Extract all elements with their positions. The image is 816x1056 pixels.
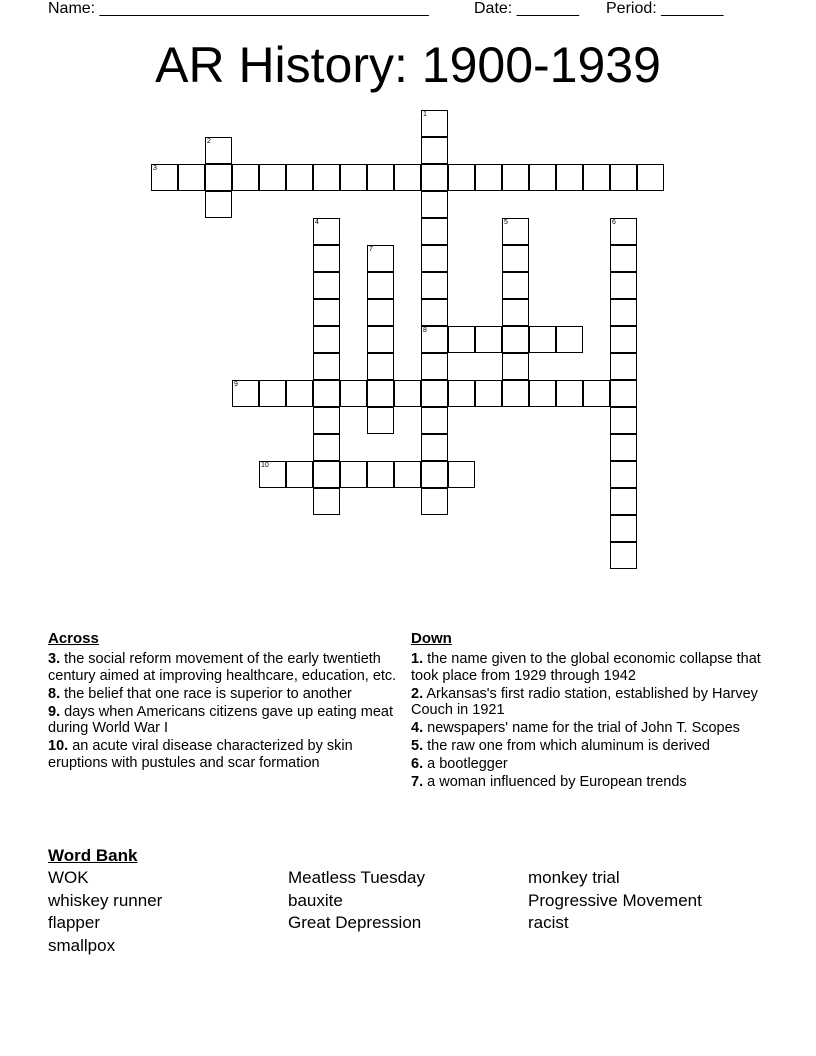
crossword-cell[interactable]	[502, 326, 529, 353]
name-field-label: Name: _____________________________________	[48, 0, 429, 17]
crossword-cell[interactable]	[448, 461, 475, 488]
crossword-cell[interactable]	[610, 326, 637, 353]
clue-number: 6.	[411, 756, 424, 772]
crossword-cell[interactable]	[286, 461, 313, 488]
clue-text: the belief that one race is superior to another	[64, 685, 352, 702]
across-clue	[48, 651, 398, 684]
across-clue	[48, 704, 398, 737]
crossword-cell[interactable]	[394, 164, 421, 191]
down-clues	[411, 651, 776, 792]
clue-text: the name given to the global economic collapse that took place from 1929 through 1942	[411, 651, 761, 684]
clue-number: 3.	[48, 651, 61, 667]
crossword-cell[interactable]	[367, 353, 394, 380]
period-field-label: Period: _______	[606, 0, 724, 17]
crossword-cell[interactable]	[610, 218, 637, 245]
crossword-cell[interactable]	[313, 272, 340, 299]
word-bank-item: racist	[528, 913, 569, 933]
across-clue	[48, 686, 398, 703]
crossword-cell[interactable]	[367, 164, 394, 191]
crossword-cell[interactable]	[610, 515, 637, 542]
word-bank-item: Progressive Movement	[528, 890, 702, 910]
date-field-label: Date: _______	[474, 0, 579, 17]
crossword-cell[interactable]	[448, 164, 475, 191]
cell-number: 10	[261, 462, 269, 469]
down-clue	[411, 774, 776, 791]
crossword-cell[interactable]	[421, 434, 448, 461]
crossword-cell[interactable]	[205, 137, 232, 164]
down-heading: Down	[411, 630, 452, 647]
crossword-cell[interactable]	[583, 164, 610, 191]
crossword-cell[interactable]	[610, 380, 637, 407]
clue-number: 9.	[48, 703, 61, 720]
crossword-cell[interactable]	[610, 299, 637, 326]
crossword-cell[interactable]	[529, 164, 556, 191]
crossword-cell[interactable]	[151, 164, 178, 191]
crossword-cell[interactable]	[610, 272, 637, 299]
clue-text: newspapers' name for the trial of John T. Scopes	[427, 720, 740, 736]
crossword-cell[interactable]	[448, 326, 475, 353]
crossword-cell[interactable]	[313, 434, 340, 461]
crossword-cell[interactable]	[502, 245, 529, 272]
cell-number: 3	[153, 165, 157, 172]
clue-number: 2.	[411, 685, 424, 702]
word-bank-item: WOK	[48, 868, 89, 887]
crossword-cell[interactable]	[421, 272, 448, 299]
clue-number: 4.	[411, 720, 424, 736]
crossword-cell[interactable]	[259, 164, 286, 191]
word-bank-item: monkey trial	[528, 868, 620, 887]
crossword-cell[interactable]	[610, 164, 637, 191]
crossword-cell[interactable]	[340, 461, 367, 488]
clue-text: an acute viral disease characterized by skin eruptions with pustules and scar formation	[48, 738, 353, 771]
crossword-cell[interactable]	[313, 461, 340, 488]
word-bank-item: smallpox	[48, 936, 116, 956]
word-bank-item: bauxite	[288, 890, 343, 910]
crossword-cell[interactable]	[421, 488, 448, 515]
crossword-cell[interactable]	[313, 164, 340, 191]
clue-text: a bootlegger	[427, 756, 508, 772]
down-clue	[411, 651, 776, 684]
crossword-cell[interactable]	[475, 380, 502, 407]
crossword-cell[interactable]	[556, 380, 583, 407]
crossword-cell[interactable]	[583, 380, 610, 407]
crossword-cell[interactable]	[286, 380, 313, 407]
crossword-cell[interactable]	[340, 380, 367, 407]
crossword-cell[interactable]	[205, 164, 232, 191]
crossword-cell[interactable]	[232, 380, 259, 407]
crossword-cell[interactable]	[286, 164, 313, 191]
crossword-cell[interactable]	[367, 245, 394, 272]
crossword-cell[interactable]	[394, 380, 421, 407]
crossword-cell[interactable]	[421, 218, 448, 245]
crossword-cell[interactable]	[610, 488, 637, 515]
crossword-cell[interactable]	[205, 191, 232, 218]
clue-number: 7.	[411, 774, 424, 790]
cell-number: 6	[612, 219, 616, 226]
crossword-cell[interactable]	[367, 407, 394, 434]
cell-number: 7	[369, 246, 373, 253]
crossword-cell[interactable]	[421, 380, 448, 407]
crossword-cell[interactable]	[502, 380, 529, 407]
clue-number: 8.	[48, 685, 61, 702]
crossword-cell[interactable]	[610, 245, 637, 272]
crossword-cell[interactable]	[421, 191, 448, 218]
crossword-cell[interactable]	[610, 542, 637, 569]
word-bank-item: whiskey runner	[48, 890, 163, 910]
crossword-cell[interactable]	[421, 299, 448, 326]
crossword-cell[interactable]	[313, 326, 340, 353]
crossword-cell[interactable]	[313, 407, 340, 434]
crossword-cell[interactable]	[529, 326, 556, 353]
crossword-cell[interactable]	[313, 218, 340, 245]
crossword-cell[interactable]	[259, 461, 286, 488]
clue-text: Arkansas's first radio station, established by Harvey Couch in 1921	[411, 685, 758, 718]
crossword-cell[interactable]	[232, 164, 259, 191]
down-clue	[411, 738, 776, 755]
crossword-cell[interactable]	[421, 326, 448, 353]
crossword-cell[interactable]	[178, 164, 205, 191]
cell-number: 9	[234, 381, 238, 388]
cell-number: 5	[504, 219, 508, 226]
crossword-cell[interactable]	[421, 407, 448, 434]
crossword-cell[interactable]	[313, 245, 340, 272]
crossword-cell[interactable]	[367, 461, 394, 488]
down-clue	[411, 686, 776, 719]
crossword-cell[interactable]	[502, 299, 529, 326]
crossword-cell[interactable]	[367, 326, 394, 353]
across-heading: Across	[48, 630, 99, 647]
crossword-cell[interactable]	[556, 326, 583, 353]
crossword-cell[interactable]	[340, 164, 367, 191]
crossword-cell[interactable]	[421, 164, 448, 191]
cell-number: 8	[423, 327, 427, 334]
clue-number: 10.	[48, 738, 69, 754]
word-bank-column	[48, 867, 162, 958]
word-bank-item: flapper	[48, 913, 100, 933]
crossword-cell[interactable]	[421, 245, 448, 272]
crossword-cell[interactable]	[502, 272, 529, 299]
crossword-cell[interactable]	[313, 353, 340, 380]
across-clues	[48, 651, 398, 773]
crossword-cell[interactable]	[367, 272, 394, 299]
clue-text: the social reform movement of the early twentieth century aimed at improving healthcare, education, etc.	[48, 651, 397, 684]
crossword-cell[interactable]	[502, 218, 529, 245]
cell-number: 1	[423, 111, 427, 118]
crossword-cell[interactable]	[610, 434, 637, 461]
word-bank-item: Great Depression	[288, 913, 422, 933]
crossword-cell[interactable]	[556, 164, 583, 191]
crossword-cell[interactable]	[394, 461, 421, 488]
clue-number: 5.	[411, 738, 424, 754]
crossword-cell[interactable]	[421, 110, 448, 137]
crossword-cell[interactable]	[502, 164, 529, 191]
crossword-cell[interactable]	[502, 353, 529, 380]
crossword-cell[interactable]	[610, 407, 637, 434]
crossword-cell[interactable]	[367, 299, 394, 326]
crossword-cell[interactable]	[313, 380, 340, 407]
clue-number: 1.	[411, 651, 424, 667]
crossword-cell[interactable]	[421, 353, 448, 380]
crossword-cell[interactable]	[637, 164, 664, 191]
crossword-cell[interactable]	[259, 380, 286, 407]
crossword-cell[interactable]	[313, 299, 340, 326]
crossword-cell[interactable]	[367, 380, 394, 407]
word-bank-heading: Word Bank	[48, 846, 138, 865]
across-clue	[48, 738, 398, 771]
down-clue	[411, 720, 776, 737]
crossword-cell[interactable]	[610, 353, 637, 380]
clue-text: the raw one from which aluminum is derived	[427, 738, 710, 754]
cell-number: 4	[315, 219, 319, 226]
crossword-cell[interactable]	[313, 488, 340, 515]
clue-text: days when Americans citizens gave up eating meat during World War I	[48, 703, 393, 736]
crossword-cell[interactable]	[610, 461, 637, 488]
page-title: AR History: 1900-1939	[155, 37, 661, 93]
down-clue	[411, 756, 776, 773]
cell-number: 2	[207, 138, 211, 145]
clue-text: a woman influenced by European trends	[427, 774, 687, 790]
word-bank-item: Meatless Tuesday	[288, 868, 426, 887]
word-bank-column	[288, 867, 425, 935]
word-bank-column	[528, 867, 702, 935]
crossword-cell[interactable]	[421, 137, 448, 164]
crossword-cell[interactable]	[421, 461, 448, 488]
crossword-cell[interactable]	[475, 326, 502, 353]
crossword-cell[interactable]	[448, 380, 475, 407]
crossword-cell[interactable]	[475, 164, 502, 191]
crossword-cell[interactable]	[529, 380, 556, 407]
